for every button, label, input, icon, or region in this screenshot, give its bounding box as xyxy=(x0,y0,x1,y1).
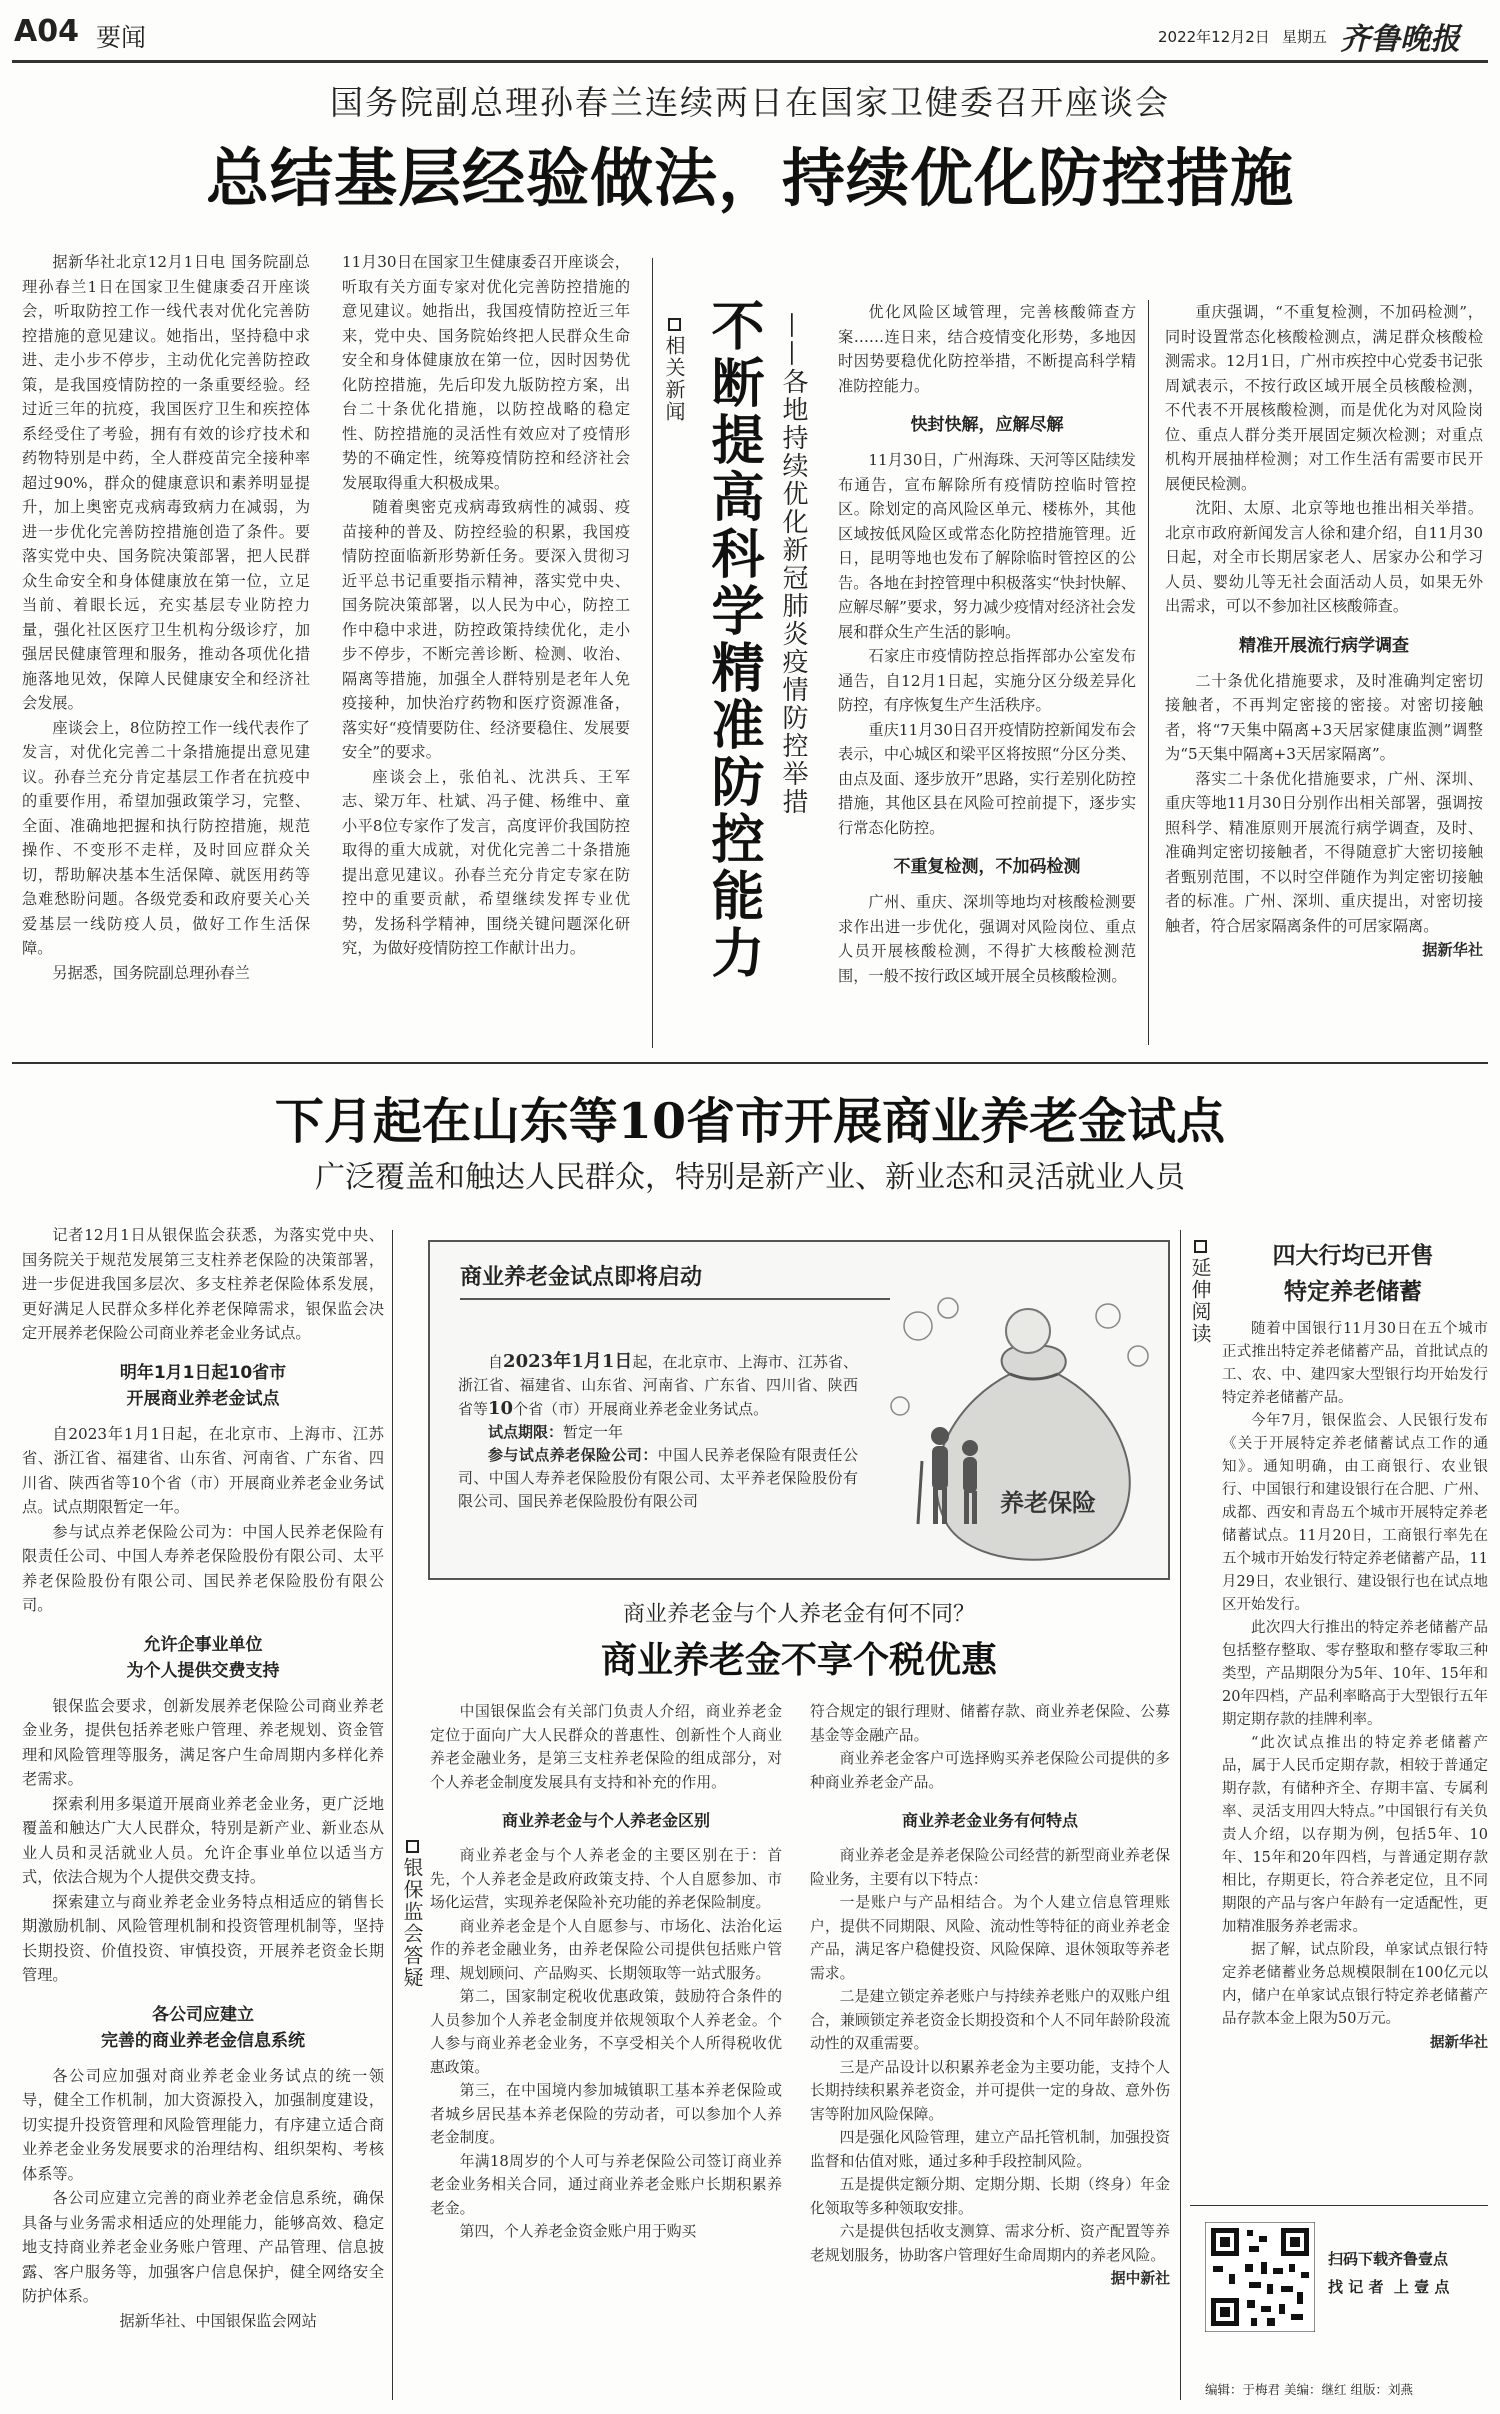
story1-para2: 座谈会上，8位防控工作一线代表作了发言，对优化完善二十条措施提出意见建议。孙春兰充分肯定基层工作者在抗疫中的重要作用，希望加强政策学习，完整、全面、准确地把握和执行防控措施，规范操作、不变形不走样，及时回应群众关切，帮助解决基本生活保障、就医用药等急难愁盼问题。各级党委和政府要关心关爱基层一线防疫人员，做好工作生活保障。 xyxy=(22,718,310,957)
story5-source: 据新华社 xyxy=(1430,2034,1488,2051)
story3-para5: 探索利用多渠道开展商业养老金业务，更广泛地覆盖和触达广大人民群众，特别是新产业、新业态从业人员和灵活就业人员。允许企事业单位以适当方式，依法合规为个人提供交费支持。 xyxy=(22,1794,384,1886)
story2-para2: 11月30日，广州海珠、天河等区陆续发布通告，宣布解除所有疫情防控临时管控区。除划定的高风险区单元、楼栋外，其他区域按低风险区或常态化防控措施管理。近日，昆明等地也发布了解除临时管控区的公告。各地在封控管理中积极落实“快封快解、应解尽解”要求，努力减少疫情对经济社会发展和群众生产生活的影响。 xyxy=(838,451,1136,641)
story4-para1: 中国银保监会有关部门负责人介绍，商业养老金定位于面向广大人民群众的普惠性、创新性个人商业养老金融业务，是第三支柱养老保险的组成部分，对个人养老金制度发展具有支持和补充的作用。 xyxy=(430,1703,782,1791)
story4-para9: 商业养老金客户可选择购买养老保险公司提供的多种商业养老金产品。 xyxy=(810,1750,1170,1791)
story4-para15: 五是提供定额分期、定期分期、长期（终身）年金化领取等多种领取安排。 xyxy=(810,2176,1170,2217)
story3-source: 据新华社、中国银保监会网站 xyxy=(119,2311,317,2330)
story3-subhead3: 各公司应建立 完善的商业养老金信息系统 xyxy=(101,2004,305,2051)
story5-col xyxy=(1222,1318,1488,2198)
story1-para6: 座谈会上，张伯礼、沈洪兵、王军志、梁万年、杜斌、冯子健、杨维中、童小平8位专家作了发言，高度评价我国防控取得的重大成就，对优化完善二十条措施提出意见建议。孙春兰充分肯定专家在防控中的重要贡献，希望继续发挥专业优势，发扬科学精神，围绕关键问题深化研究，为做好疫情防控工作献计出力。 xyxy=(342,767,630,957)
story4-headline: 商业养老金不享个税优惠 xyxy=(600,1639,997,1681)
story1-divider xyxy=(652,258,653,1048)
story4-para16: 六是提供包括收支测算、需求分析、资产配置等养老规划服务，协助客户管理好生命周期内的养老风险。 xyxy=(810,2223,1170,2264)
story2-para9: 落实二十条优化措施要求，广州、深圳、重庆等地11月30日分别作出相关部署，强调按照科学、精准原则开展流行病学调查，及时、准确判定密切接触者，不得随意扩大密切接触者甄别范围，不以时空伴随作为判定密切接触者的标准。广州、深圳、重庆提出，对密切接触者，符合居家隔离条件的可居家隔离。 xyxy=(1165,769,1483,935)
story3-left-col xyxy=(22,1223,384,2408)
story3-subhead2: 允许企事业单位 为个人提供交费支持 xyxy=(126,1634,280,1681)
page-number: A04 xyxy=(14,14,79,49)
story2-subhead3: 精准开展流行病学调查 xyxy=(1239,635,1409,656)
issue-weekday: 星期五 xyxy=(1282,28,1328,46)
section-rule-1 xyxy=(12,1062,1488,1064)
story2-headline: 不断提高科学精准防控能力 xyxy=(703,298,764,982)
story3-para2: 自2023年1月1日起，在北京市、上海市、江苏省、浙江省、福建省、山东省、河南省、广东省、四川省、陕西省等10个省（市）开展商业养老金业务试点。试点期限暂定一年。 xyxy=(22,1424,384,1516)
story5-para4: “此次试点推出的特定养老储蓄产品，属于人民币定期存款，相较于普通定期存款，有储种齐全、存期丰富、专属利率、灵活支用四大特点。”中国银行有关负责人介绍，以存期为例，包括5年、10年、15年和20年四档，与普通定期存款相比，存期更长，符合养老定位，且不同期限的产品与客户年龄有一定适配性，更加精准服务养老需求。 xyxy=(1222,1735,1488,1935)
story5-para5: 据了解，试点阶段，单家试点银行特定养老储蓄业务总规模限制在100亿元以内，储户在单家试点银行特定养老储蓄产品存款本金上限为50万元。 xyxy=(1222,1942,1488,2027)
story3-para7: 各公司应加强对商业养老金业务试点的统一领导，健全工作机制，加大资源投入，加强制度建设，切实提升投资管理和风险管理能力，有序建立适合商业养老金业务发展要求的治理结构、组织架构、考核体系等。 xyxy=(22,2066,384,2183)
story2-para5: 广州、重庆、深圳等地均对核酸检测要求作出进一步优化，强调对风险岗位、重点人员开展核酸检测，不得扩大核酸检测范围，一般不按行政区域开展全员核酸检测。 xyxy=(838,893,1136,985)
story2-subhead2: 不重复检测，不加码检测 xyxy=(893,857,1081,877)
story3-para1: 记者12月1日从银保监会获悉，为落实党中央、国务院关于规范发展第三支柱养老保险的决策部署，进一步促进我国多层次、多支柱养老保险体系发展，更好满足人民群众多样化养老保障需求，银保监会决定开展养老保险公司商业养老金业务试点。 xyxy=(22,1226,384,1342)
story4-para13: 三是产品设计以积累养老金为主要功能，支持个人长期持续积累养老资金，并可提供一定的身故、意外伤害等附加风险保障。 xyxy=(810,2058,1170,2123)
story1-para3: 另据悉，国务院副总理孙春兰 xyxy=(52,963,250,982)
coin-icon xyxy=(938,1298,958,1318)
story4-para8: 符合规定的银行理财、储蓄存款、商业养老保险、公募基金等金融产品。 xyxy=(810,1703,1170,1744)
story4-para3: 商业养老金是个人自愿参与、市场化、法治化运作的养老金融业务，由养老保险公司提供包括账户管理、规划顾问、产品购买、长期领取等一站式服务。 xyxy=(430,1917,782,1982)
qr-code-icon[interactable] xyxy=(1205,2222,1315,2332)
header-rule xyxy=(12,60,1488,63)
infobox-para3: 参与试点养老保险公司：中国人民养老保险有限责任公司、中国人寿养老保险股份有限公司、太平养老保险股份有限公司、国民养老保险股份有限公司 xyxy=(458,1446,858,1510)
story4-subhead2: 商业养老金业务有何特点 xyxy=(901,1811,1078,1830)
coin-icon xyxy=(904,1312,932,1340)
story5-para2: 今年7月，银保监会、人民银行发布《关于开展特定养老储蓄试点工作的通知》。通知明确，由工商银行、农业银行、中国银行和建设银行在合肥、广州、成都、西安和青岛五个城市开展特定养老储蓄试点。11月20日，工商银行率先在五个城市开始发行特定养老储蓄产品，11月29日，农业银行、建设银行也在试点地区开始发行。 xyxy=(1222,1413,1488,1613)
story4-para12: 二是建立锁定养老账户与持续养老账户的双账户组合，兼顾锁定养老资金长期投资和个人不同年龄阶段流动性的双重需要。 xyxy=(810,1988,1170,2052)
tag-box-icon xyxy=(1194,1240,1207,1253)
story5-tag: 延伸阅读 xyxy=(1186,1240,1215,1345)
story4-para4: 第二，国家制定税收优惠政策，鼓励符合条件的人员参加个人养老金制度并依规领取个人养老金。个人参与商业养老金业务，不享受相关个人所得税收优惠政策。 xyxy=(430,1988,782,2076)
bag-label: 养老保险 xyxy=(1000,1489,1096,1517)
story1-para5: 随着奥密克戎病毒致病性的减弱、疫苗接种的普及、防控经验的积累，我国疫情防控面临新形势新任务。要深入贯彻习近平总书记重要指示精神，落实党中央、国务院决策部署，以人民为中心，防控工作中稳中求进，防控政策持续优化，走小步不停步，不断完善诊断、检测、收治、隔离等措施，加强全人群特别是老年人免疫接种，加快治疗药物和医疗资源准备，落实好“疫情要防住、经济要稳住、发展要安全”的要求。 xyxy=(342,498,630,761)
story4-para11: 一是账户与产品相结合。为个人建立信息管理账户，提供不同期限、风险、流动性等特征的商业养老金产品，满足客户稳健投资、风险保障、退休领取等养老需求。 xyxy=(810,1894,1170,1982)
story2-para3: 石家庄市疫情防控总指挥部办公室发布通告，自12月1日起，实施分区分级差异化防控，有序恢复生产生活秩序。 xyxy=(838,647,1136,714)
story4-para6: 年满18周岁的个人可与养老保险公司签订商业养老金业务相关合同，通过商业养老金账户长期积累养老金。 xyxy=(430,2152,782,2217)
story2-para1: 优化风险区域管理，完善核酸筛查方案……连日来，结合疫情变化形势，多地因时因势要稳优化防控举措，不断提高科学精准防控能力。 xyxy=(838,303,1136,395)
story5-headline: 四大行均已开售 特定养老储蓄 xyxy=(1272,1243,1434,1305)
story4-para2: 商业养老金与个人养老金的主要区别在于：首先，个人养老金是政府政策支持、个人自愿参加、市场化运营，实现养老保险补充功能的养老保险制度。 xyxy=(430,1847,782,1911)
story1-col2 xyxy=(342,250,630,1050)
tag-box-icon xyxy=(406,1840,419,1853)
story2-divider xyxy=(1148,300,1149,1045)
infobox-title: 商业养老金试点即将启动 xyxy=(460,1265,703,1290)
infobox-text xyxy=(458,1350,858,1580)
story4-kicker: 商业养老金与个人养老金有何不同？ xyxy=(622,1602,975,1627)
story3-para6: 探索建立与商业养老金业务特点相适应的销售长期激励机制、风险管理机制和投资管理机制等，坚持长期投资、价值投资、审慎投资，开展养老资金长期管理。 xyxy=(22,1892,384,1984)
issue-date: 2022年12月2日 xyxy=(1158,28,1270,46)
story3-para4: 银保监会要求，创新发展养老保险公司商业养老金业务，提供包括养老账户管理、养老规划、资金管理和风险管理等服务，满足客户生命周期内多样化养老需求。 xyxy=(22,1696,384,1788)
coin-icon xyxy=(1006,1309,1050,1353)
infobox-title-rule xyxy=(460,1298,890,1300)
footer-rule xyxy=(1190,2205,1488,2206)
story2-tag: 相关新闻 xyxy=(660,318,689,423)
infobox-para1: 自2023年1月1日起，在北京市、上海市、江苏省、浙江省、福建省、山东省、河南省、广东省、四川省、陕西省等10个省（市）开展商业养老金业务试点。 xyxy=(458,1351,858,1419)
story3-subhead1: 明年1月1日起10省市 开展商业养老金试点 xyxy=(119,1362,287,1409)
story3-headline: 下月起在山东等10省市开展商业养老金试点 xyxy=(274,1092,1226,1150)
infobox xyxy=(428,1240,1170,1580)
money-bag-illustration xyxy=(878,1286,1162,1576)
story5-para3: 此次四大行推出的特定养老储蓄产品包括整存整取、零存整取和整存零取三种类型，产品期限分为5年、10年、15年和20年四档，产品利率略高于大型银行五年期定期存款的挂牌利率。 xyxy=(1222,1620,1488,1728)
qr-caption-1: 扫码下载齐鲁壹点 xyxy=(1328,2250,1449,2268)
story5-para1: 随着中国银行11月30日在五个城市正式推出特定养老储蓄产品，首批试点的工、农、中、建四家大型银行均开始发行特定养老储蓄产品。 xyxy=(1222,1321,1488,1406)
story1-para4: 11月30日在国家卫生健康委召开座谈会，听取有关方面专家对优化完善防控措施的意见建议。她指出，我国疫情防控近三年来，党中央、国务院始终把人民群众生命安全和身体健康放在第一位，因时因势优化防控措施，先后印发九版防控方案，出台二十条优化措施，以防控战略的稳定性、防控措施的灵活性有效应对了疫情形势的不确定性，统筹疫情防控和经济社会发展取得重大积极成果。 xyxy=(342,253,630,492)
coin-icon xyxy=(1096,1304,1120,1328)
tag-box-icon xyxy=(668,318,681,331)
story2-subhead: ——各地持续优化新冠肺炎疫情防控举措 xyxy=(778,312,808,816)
story4-subhead1: 商业养老金与个人养老金区别 xyxy=(501,1811,710,1830)
story4-col1 xyxy=(430,1700,782,2410)
story2-col2 xyxy=(1165,300,1483,1050)
qr-caption-2: 找 记 者 上 壹 点 xyxy=(1328,2278,1450,2296)
story3-subhead: 广泛覆盖和触达人民群众，特别是新产业、新业态和灵活就业人员 xyxy=(315,1160,1185,1195)
editor-credits: 编辑：于梅君 美编：继红 组版：刘燕 xyxy=(1205,2382,1413,2397)
story2-para8: 二十条优化措施要求，及时准确判定密切接触者，不再判定密接的密接。对密切接触者，将“7天集中隔离+3天居家健康监测”调整为“5天集中隔离+3天居家隔离”。 xyxy=(1165,671,1483,763)
paper-logo: 齐鲁晚报 xyxy=(1340,22,1460,57)
story4-para14: 四是强化风险管理，建立产品托管机制，加强投资监督和估值对账，通过多种手段控制风险。 xyxy=(810,2129,1170,2170)
story3-tag: 银保监会答疑 xyxy=(398,1840,427,1989)
story2-subhead1: 快封快解，应解尽解 xyxy=(910,415,1064,435)
story4-col2 xyxy=(810,1700,1170,2410)
story3-para3: 参与试点养老保险公司为：中国人民养老保险有限责任公司、中国人寿养老保险股份有限公司、太平养老保险股份有限公司、国民养老保险股份有限公司。 xyxy=(22,1522,384,1614)
section-name: 要闻 xyxy=(96,23,147,52)
story1-kicker: 国务院副总理孙春兰连续两日在国家卫健委召开座谈会 xyxy=(330,83,1170,122)
story4-para5: 第三，在中国境内参加城镇职工基本养老保险或者城乡居民基本养老保险的劳动者，可以参加个人养老金制度。 xyxy=(430,2082,782,2146)
story2-col1 xyxy=(838,300,1136,1050)
story1-para1: 据新华社北京12月1日电 国务院副总理孙春兰1日在国家卫生健康委召开座谈会，听取防控工作一线代表对优化完善防控措施的意见建议。她指出，坚持稳中求进、走小步不停步，主动优化完善防控政策，是我国疫情防控的一条重要经验。经过近三年的抗疫，我国医疗卫生和疾控体系经受住了考验，拥有有效的诊疗技术和药物特别是中药，全人群疫苗完全接种率超过90%，群众的健康意识和素养明显提升，加上奥密克戎病毒致病力在减弱，为进一步优化完善防控措施创造了条件。要落实党中央、国务院决策部署，把人民群众生命安全和身体健康放在第一位，立足当前、着眼长远，充实基层专业防控力量，强化社区医疗卫生机构分级诊疗，加强居民健康管理和服务，推动各项优化措施落地见效，保障人民健康安全和经济社会发展。 xyxy=(22,253,310,712)
story2-para7: 沈阳、太原、北京等地也推出相关举措。北京市政府新闻发言人徐和建介绍，自11月30日起，对全市长期居家老人、居家办公和学习人员、婴幼儿等无社会面活动人员，如果无外出需求，可以不参加社区核酸筛查。 xyxy=(1165,499,1483,615)
story3-para8: 各公司应建立完善的商业养老金信息系统，确保具备与业务需求相适应的处理能力，能够高效、稳定地支持商业养老金业务账户管理、产品管理、信息披露、客户服务等，加强客户信息保护，健全网络安全防护体系。 xyxy=(22,2189,384,2305)
story2-source: 据新华社 xyxy=(1422,941,1483,959)
coin-icon xyxy=(891,1397,909,1415)
story3-divider xyxy=(392,1230,393,2400)
story1-headline: 总结基层经验做法，持续优化防控措施 xyxy=(206,142,1294,215)
story4-para7: 第四，个人养老金资金账户用于购买 xyxy=(459,2223,697,2240)
story4-source: 据中新社 xyxy=(1110,2270,1170,2287)
infobox-para2: 试点期限：暂定一年 xyxy=(488,1423,624,1441)
story2-para6: 重庆强调，“不重复检测，不加码检测”，同时设置常态化核酸检测点，满足群众核酸检测需求。12月1日，广州市疾控中心党委书记张周斌表示，不按行政区域开展全员核酸检测，不代表不开展核酸检测，而是优化为对风险岗位、重点人群分类开展固定频次检测；对重点机构开展抽样检测；对工作生活有需要市民开展便民检测。 xyxy=(1165,303,1483,493)
story2-para4: 重庆11月30日召开疫情防控新闻发布会表示，中心城区和梁平区将按照“分区分类、由点及面、逐步放开”思路，实行差别化防控措施，其他区县在风险可控前提下，逐步实行常态化防控。 xyxy=(838,720,1136,837)
story5-divider xyxy=(1180,1230,1181,2400)
story4-para10: 商业养老金是养老保险公司经营的新型商业养老保险业务，主要有以下特点： xyxy=(810,1847,1170,1888)
story1-col1 xyxy=(22,250,310,1050)
coin-icon xyxy=(1128,1346,1148,1366)
